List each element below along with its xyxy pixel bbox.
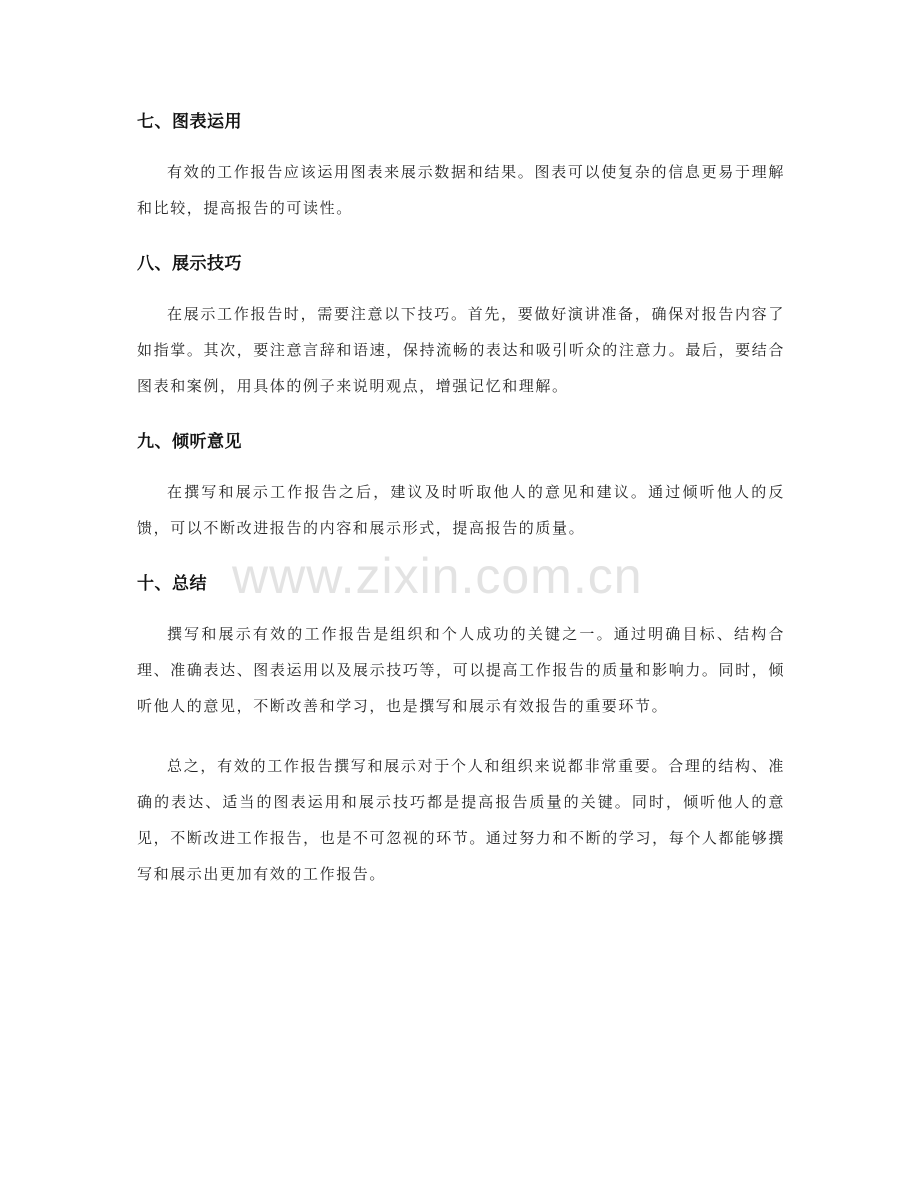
section-paragraph-listen-feedback: 在撰写和展示工作报告之后，建议及时听取他人的意见和建议。通过倾听他人的反馈，可以不断改进报告的内容和展示形式，提高报告的质量。 (137, 483, 785, 537)
section-paragraph-charts: 有效的工作报告应该运用图表来展示数据和结果。图表可以使复杂的信息更易于理解和比较，提高报告的可读性。 (137, 163, 785, 217)
closing-paragraph: 总之，有效的工作报告撰写和展示对于个人和组织来说都非常重要。合理的结构、准确的表达、适当的图表运用和展示技巧都是提高报告质量的关键。同时，倾听他人的意见，不断改进工作报告，也是不可忽视的环节。通过努力和不断的学习，每个人都能够撰写和展示出更加有效的工作报告。 (137, 757, 785, 883)
document-body (137, 106, 785, 892)
site-watermark: www.zixin.com.cn (232, 548, 643, 604)
section-paragraph-presentation-skills: 在展示工作报告时，需要注意以下技巧。首先，要做好演讲准备，确保对报告内容了如指掌。其次，要注意言辞和语速，保持流畅的表达和吸引听众的注意力。最后，要结合图表和案例，用具体的例子来说明观点，增强记忆和理解。 (137, 305, 785, 395)
section-heading-presentation-skills: 八、展示技巧 (137, 254, 242, 274)
section-heading-summary: 十、总结 (137, 574, 207, 594)
section-heading-listen-feedback: 九、倾听意见 (137, 432, 242, 452)
section-heading-charts: 七、图表运用 (137, 112, 242, 132)
section-paragraph-summary: 撰写和展示有效的工作报告是组织和个人成功的关键之一。通过明确目标、结构合理、准确表达、图表运用以及展示技巧等，可以提高工作报告的质量和影响力。同时，倾听他人的意见，不断改善和学习，也是撰写和展示有效报告的重要环节。 (137, 625, 785, 715)
